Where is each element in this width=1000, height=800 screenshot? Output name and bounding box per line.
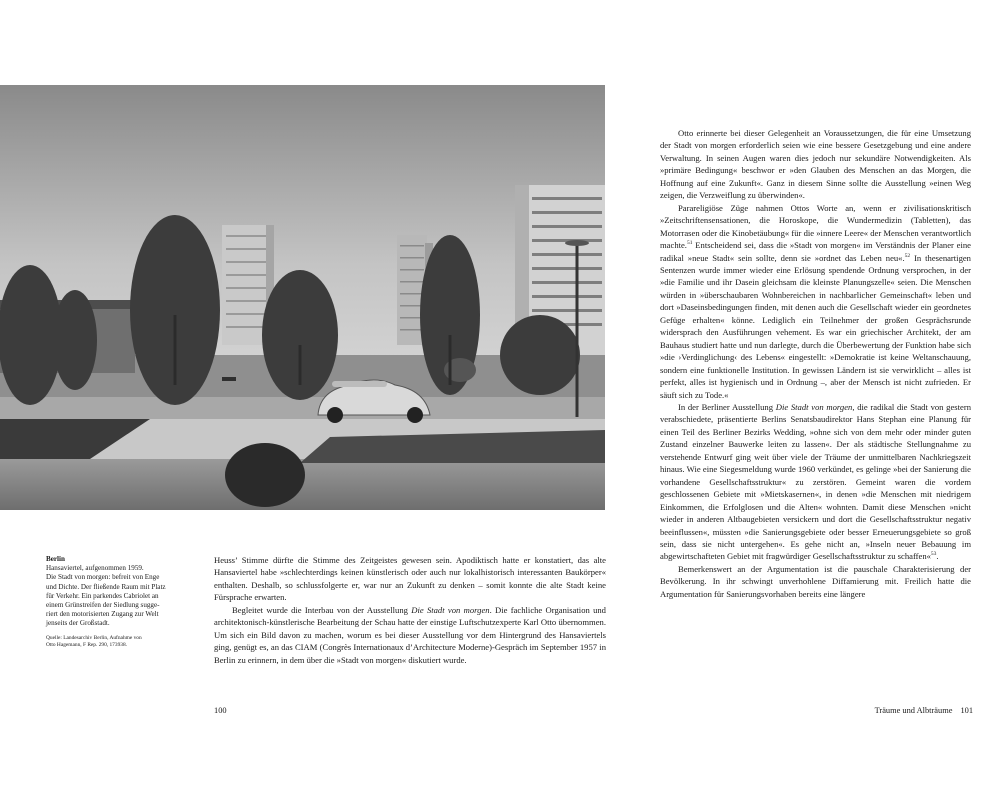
caption-source xyxy=(46,635,206,649)
caption-line: einem Grünstreifen der Siedlung sugge- xyxy=(46,601,160,610)
exhibition-title: Die Stadt von morgen xyxy=(411,604,490,615)
photo-caption xyxy=(46,555,206,649)
right-body-column xyxy=(660,127,971,600)
caption-source-line: Quelle: Landesarchiv Berlin, Aufnahme von xyxy=(46,634,142,641)
paragraph xyxy=(214,604,606,666)
text-run: . xyxy=(936,551,939,562)
caption-line: jenseits der Großstadt. xyxy=(46,619,110,628)
text-run: Parareligiöse Züge nahmen Ottos Worte an, wenn er zivilisationskritisch »Zeitschriftensensationen, die Horoskope, die Wundermedizin (Tabletten), das Motorrasen oder die Kinobetäubung« für die »innere Leere« der Menschen verantwortlich machte. xyxy=(660,202,971,251)
text-run: In der Berliner Ausstellung xyxy=(678,401,776,412)
text-run: . Die fachliche Organisation und architektonisch-künstlerische Bearbeitung der Schau hatte der einstige Luftschutzexperte Karl Otto übernommen. Um sich ein Bild davon zu machen, worum es bei dieser Ausstellung vor dem Hintergrund des Hansaviertels ging, genügt es, an das CIAM (Congrès Internationaux d’Architecture Moderne)-Gespräch im September 1957 in Berlin zu erinnern, in dem über die »Stadt von morgen« diskutiert wurde. xyxy=(214,604,606,665)
paragraph: Heuss’ Stimme dürfte die Stimme des Zeitgeistes gewesen sein. Apodiktisch hatte er konstatiert, das alte Hansaviertel habe »schlechterdings keinen künstlerisch oder auch nur lokalhistorisch interessanten Baukörper« enthalten. Deshalb, so schlussfolgerte er, war nur an Zukunft zu denken – somit konnte die alte Stadt keine Fürsprache erwarten. xyxy=(214,555,606,603)
footnote-ref: 52 xyxy=(904,252,911,259)
caption-line: für Verkehr. Ein parkendes Cabriolet an xyxy=(46,591,159,600)
paragraph: Bemerkenswert an der Argumentation ist die pauschale Charakterisierung der Bevölkerung. In ihr schwingt unverhohlene Diffamierung mit. Freilich hatte die Argumentation für Sanierungsvorhaben bereits eine längere xyxy=(660,563,971,599)
caption-line: Hansaviertel, aufgenommen 1959. xyxy=(46,564,144,573)
caption-title: Berlin xyxy=(46,555,65,563)
paragraph xyxy=(660,401,971,563)
footnote-ref: 51 xyxy=(686,240,693,247)
text-run: Entscheidend sei, dass die »Stadt von morgen« im Verständnis der Planer eine radikal »neue Stadt« sein sollte, denn sie »ordnet das Leben neu«. xyxy=(660,240,971,263)
page-number-left: 100 xyxy=(214,706,227,715)
hansaviertel-photograph xyxy=(0,85,605,510)
caption-line: riert den motorisierten Zugang zur Welt xyxy=(46,610,159,619)
caption-line: Die Stadt von morgen: befreit von Enge xyxy=(46,573,160,582)
running-footer-right xyxy=(875,706,973,715)
text-run: In thesenartigen Sentenzen wurde immer wieder eine Erlösung spendende Ordnung versprochen, in der »die Familie und ihr Dasein gleichsam die kleinste Planungszelle« seien. Die Menschen würden in »überschaubaren Wohnbereichen in nachbarlicher Gemeinschaft« leben und dort »Daseinsbedingungen finden, mit denen auch die Gesellschaft wieder ein geordnetes Gefüge erhalten« könne. Lediglich ein Teilnehmer der großen Gesprächsrunde widersprach den Ausführungen vehement. Es war ein griechischer Architekt, der am Bauhaus studiert hatte und nun darlegte, durch die Überbewertung der Funktion habe sich »die ›Verdinglichung‹ des Lebens« eingestellt: »Demokratie ist keine Weltanschauung, sondern eine funktionelle Institution. In gewissen Ländern ist sie verwirklicht – alles ist perfekt, alles ist hygienisch und in Ordnung –, aber der Mensch ist nicht zufrieden. Er säuft sich zu Tode.« xyxy=(660,252,971,400)
page-number-right: 101 xyxy=(960,706,973,715)
caption-line: und Dichte. Der fließende Raum mit Platz xyxy=(46,582,166,591)
exhibition-title: Die Stadt von morgen xyxy=(775,401,853,412)
paragraph xyxy=(660,202,971,401)
text-run: Begleitet wurde die Interbau von der Ausstellung xyxy=(232,604,412,615)
left-body-column xyxy=(214,554,606,666)
chapter-title: Träume und Albträume xyxy=(874,706,953,715)
text-run: , die radikal die Stadt von gestern verabschiedete, präsentierte Berlins Senatsbaudirektor Hans Stephan eine Planung für einen Teil des Berliner Bezirks Wedding, »ohne sich von dem mehr oder minder guten Zustand einzelner Bauwerke leiten zu lassen«. Der als städtische Stellungnahme zu verstehende Entwurf ging weit über viele der Träume der unmittelbaren Nachkriegszeit hinaus. Wie eine Siegesmeldung wurde 1960 verkündet, es gelinge »bei der Sanierung die vorhandene Gesellschaftsstruktur« zu zerstören. Gemeint waren die vordem geschlossenen Gebiete mit »Mietskasernen«, in denen »die Menschen mit niedrigem Einkommen, die Erfolglosen und die Alten« wohnten. Damit diese Menschen »nicht wieder in anderen Altbaugebieten versickern und dort die Gesellschaftsstruktur negativ beeinflussen«, müssten »die Sanierungsgebiete oder besser Erneuerungsgebiete so groß sein, dass sie nicht untergehen«. Es gehe nicht an, »Inseln neuer Bebauung im abgewirtschafteten Gebiet mit fragwürdiger Gesellschaftsstruktur zu schaffen« xyxy=(660,401,972,562)
paragraph: Otto erinnerte bei dieser Gelegenheit an Voraussetzungen, die für eine Umsetzung der Stadt von morgen erforderlich seien wie eine bessere Gesetzgebung und eine andere Verwaltung. In seinen Augen waren dies jedoch nur sekundäre Notwendigkeiten. Als »primäre Bedingung« beschwor er »den Glauben des Menschen an das Morgen, die Hoffnung auf eine Zukunft«. Ganz in diesem Sinne sollte die Ausstellung »einen Weg zeigen, die Verzweiflung zu überwinden«. xyxy=(660,128,971,201)
caption-source-line: Otto Hagemann, F Rep. 290, 173938. xyxy=(46,641,128,648)
footnote-ref: 53 xyxy=(930,551,937,558)
